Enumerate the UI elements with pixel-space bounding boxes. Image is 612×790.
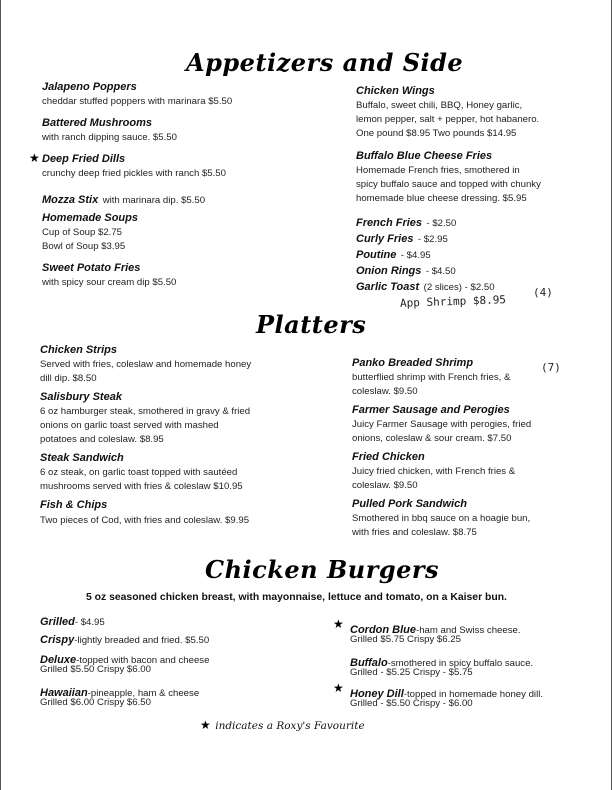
item-homemade-soups: Homemade Soups <box>42 212 138 224</box>
item-salisbury-steak: Salisbury Steak <box>40 391 122 403</box>
item-price: - $4.50 <box>425 266 456 277</box>
item-deep-fried-dills: Deep Fried Dills <box>42 153 126 165</box>
item-crispy-row <box>40 630 209 648</box>
item-desc: Cup of Soup $2.75 <box>42 227 123 238</box>
item-desc: onions on garlic toast served with mashed <box>40 420 219 431</box>
item-desc: crunchy deep fried pickles with ranch $5.50 <box>42 168 226 179</box>
item-inline-desc: -lightly breaded and fried. $5.50 <box>74 635 210 646</box>
item-hawaiian: Hawaiian <box>40 687 88 699</box>
item-chicken-wings: Chicken Wings <box>356 85 435 97</box>
item-desc: spicy buffalo sauce and topped with chunky <box>356 179 541 190</box>
item-farmer-sausage-perogies: Farmer Sausage and Perogies <box>352 404 510 416</box>
item-inline-desc: -pineapple, ham & cheese <box>87 688 200 699</box>
item-desc: potatoes and coleslaw. $8.95 <box>40 434 164 445</box>
item-desc: 6 oz hamburger steak, smothered in gravy & fried <box>40 406 251 417</box>
item-desc: Grilled - $5.25 Crispy - $5.75 <box>350 667 473 678</box>
favourite-legend <box>200 716 365 734</box>
item-fish-and-chips: Fish & Chips <box>40 499 108 511</box>
chicken-burgers-title: Chicken Burgers <box>205 555 440 584</box>
item-garlic-toast-row <box>356 277 495 295</box>
item-desc: Juicy Farmer Sausage with perogies, fried <box>352 419 532 430</box>
item-mozza-stix: Mozza Stix <box>42 194 99 206</box>
item-chicken-strips: Chicken Strips <box>40 344 118 356</box>
item-desc: mushrooms served with fries & coleslaw $10.95 <box>40 481 243 492</box>
item-desc: homemade blue cheese dressing. $5.95 <box>356 193 527 204</box>
handwritten-mark: (4) <box>533 286 553 299</box>
item-desc: cheddar stuffed poppers with marinara $5.50 <box>42 96 233 107</box>
favourite-star-icon: ★ <box>200 718 211 732</box>
item-desc: dill dip. $8.50 <box>40 373 97 384</box>
item-desc: Served with fries, coleslaw and homemade honey <box>40 359 252 370</box>
handwritten-mark: (7) <box>541 361 561 374</box>
item-inline-desc: -topped with bacon and cheese <box>76 655 210 666</box>
item-desc: Grilled $5.50 Crispy $6.00 <box>40 664 151 675</box>
item-inline-desc: with marinara dip. $5.50 <box>102 195 206 206</box>
item-poutine: Poutine <box>356 249 397 261</box>
item-fried-chicken: Fried Chicken <box>352 451 425 463</box>
item-price: - $2.95 <box>417 234 448 245</box>
item-buffalo: Buffalo <box>350 657 388 669</box>
appetizers-title: Appetizers and Side <box>186 48 464 77</box>
chicken-burgers-subtitle: 5 oz seasoned chicken breast, with mayonnaise, lettuce and tomato, on a Kaiser bun. <box>86 592 507 603</box>
favourite-star-icon: ★ <box>29 151 40 165</box>
item-desc: with ranch dipping sauce. $5.50 <box>42 132 177 143</box>
item-price: (2 slices) - $2.50 <box>423 282 495 293</box>
item-desc: Buffalo, sweet chili, BBQ, Honey garlic, <box>356 100 523 111</box>
item-desc: coleslaw. $9.50 <box>352 480 418 491</box>
platters-title: Platters <box>256 310 367 339</box>
item-desc: with spicy sour cream dip $5.50 <box>42 277 177 288</box>
item-desc: Smothered in bbq sauce on a hoagie bun, <box>352 513 531 524</box>
item-desc: Grilled - $5.50 Crispy - $6.00 <box>350 698 473 709</box>
item-desc: Grilled $6.00 Crispy $6.50 <box>40 697 151 708</box>
item-jalapeno-poppers: Jalapeno Poppers <box>42 81 137 93</box>
item-desc: Homemade French fries, smothered in <box>356 165 520 176</box>
page-left-edge <box>0 0 1 790</box>
item-desc: butterflied shrimp with French fries, & <box>352 372 511 383</box>
item-desc: Grilled $5.75 Crispy $6.25 <box>350 634 461 645</box>
item-desc: with fries and coleslaw. $8.75 <box>352 527 477 538</box>
item-desc: coleslaw. $9.50 <box>352 386 418 397</box>
item-grilled: Grilled <box>40 616 75 628</box>
item-desc: Juicy fried chicken, with French fries & <box>352 466 516 477</box>
handwritten-note: App Shrimp $8.95 <box>399 293 507 310</box>
item-crispy: Crispy <box>40 634 75 646</box>
item-desc: onions, coleslaw & sour cream. $7.50 <box>352 433 512 444</box>
item-grilled-row <box>40 612 105 630</box>
item-desc: Bowl of Soup $3.95 <box>42 241 126 252</box>
item-honey-dill: Honey Dill <box>350 688 404 700</box>
item-pulled-pork-sandwich: Pulled Pork Sandwich <box>352 498 467 510</box>
item-onion-rings: Onion Rings <box>356 265 422 277</box>
item-deluxe: Deluxe <box>40 654 77 666</box>
item-price: - $2.50 <box>426 218 457 229</box>
favourite-star-icon: ★ <box>333 617 344 631</box>
item-garlic-toast: Garlic Toast <box>356 281 420 293</box>
item-cordon-blue: Cordon Blue <box>350 624 416 636</box>
item-sweet-potato-fries: Sweet Potato Fries <box>42 262 141 274</box>
item-desc: 6 oz steak, on garlic toast topped with sautéed <box>40 467 238 478</box>
item-desc: lemon pepper, salt + pepper, hot habanero. <box>356 114 540 125</box>
item-mozza-stix-row <box>42 190 205 208</box>
item-inline-desc: -ham and Swiss cheese. <box>416 625 521 636</box>
item-french-fries: French Fries <box>356 217 423 229</box>
favourite-legend-text: indicates a Roxy's Favourite <box>215 720 365 732</box>
item-desc: One pound $8.95 Two pounds $14.95 <box>356 128 517 139</box>
item-battered-mushrooms: Battered Mushrooms <box>42 117 153 129</box>
item-inline-desc: -smothered in spicy buffalo sauce. <box>387 658 534 669</box>
item-buffalo-blue-cheese-fries: Buffalo Blue Cheese Fries <box>356 150 493 162</box>
item-panko-breaded-shrimp: Panko Breaded Shrimp <box>352 357 474 369</box>
item-price: - $4.95 <box>400 250 431 261</box>
item-desc: Two pieces of Cod, with fries and coleslaw. $9.95 <box>40 515 250 526</box>
favourite-star-icon: ★ <box>333 681 344 695</box>
item-price: - $4.95 <box>74 617 105 628</box>
item-curly-fries: Curly Fries <box>356 233 414 245</box>
item-inline-desc: -topped in homemade honey dill. <box>403 689 543 700</box>
item-steak-sandwich: Steak Sandwich <box>40 452 124 464</box>
